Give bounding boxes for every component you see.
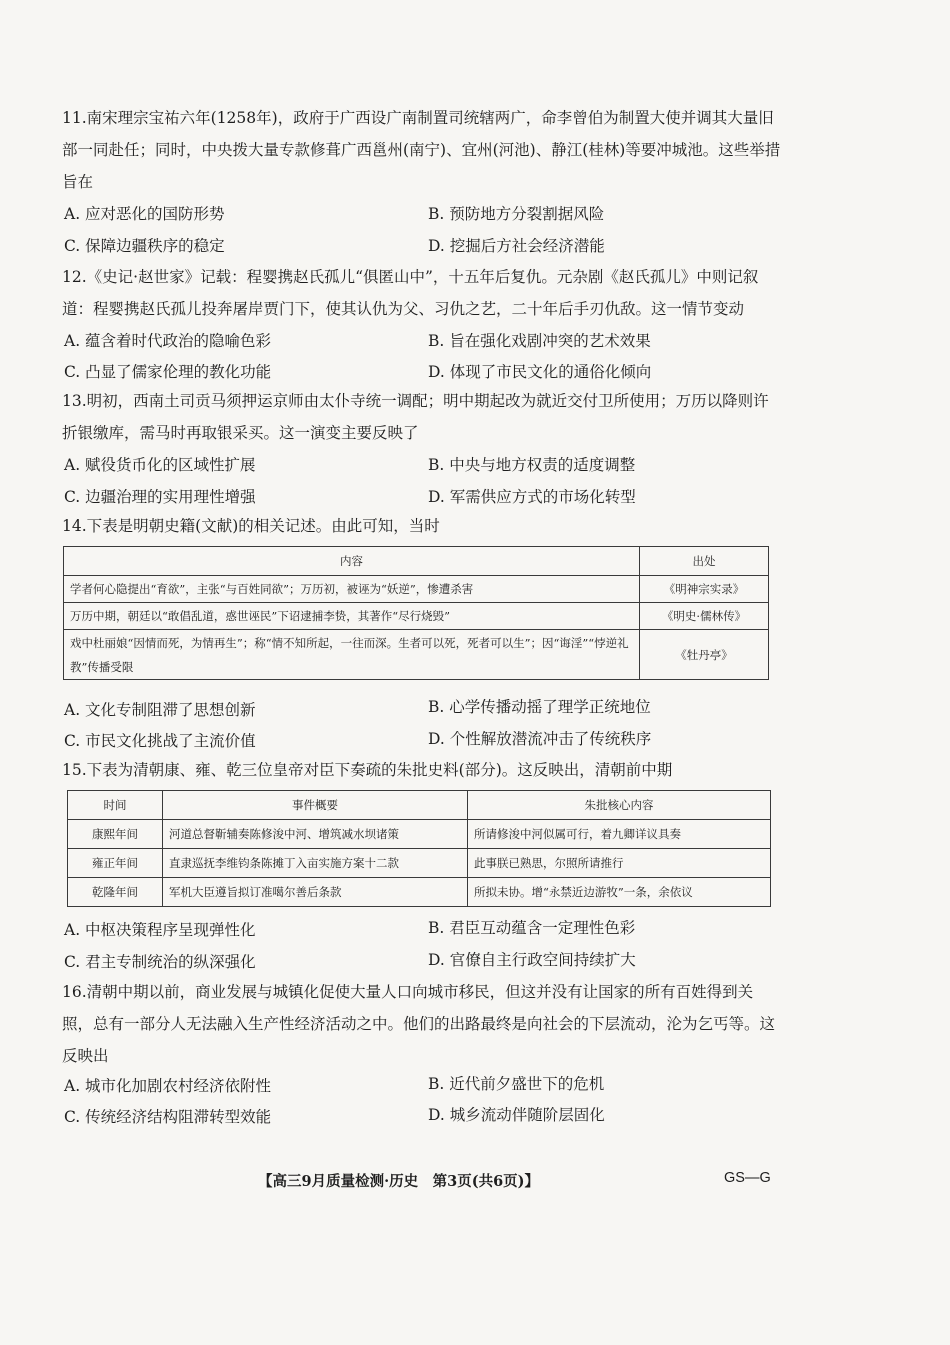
table-cell: 此事朕已熟思，尔照所请推行 (468, 849, 771, 878)
question-14-option-c: C. 市民文化挑战了主流价值 (64, 732, 256, 750)
question-13-option-b: B. 中央与地方权责的适度调整 (428, 456, 636, 474)
question-11-option-c: C. 保障边疆秩序的稳定 (64, 237, 225, 255)
table-cell: 所拟未协。增“永禁近边游牧”一条，余依议 (468, 878, 771, 907)
table-cell: 直隶巡抚李维钧条陈摊丁入亩实施方案十二款 (163, 849, 468, 878)
table-cell: 河道总督靳辅奏陈修浚中河、增筑减水坝诸策 (163, 820, 468, 849)
table-cell: 戏中杜丽娘“因情而死，为情再生”；称“情不知所起，一往而深。生者可以死，死者可以生”；因“诲淫”“悖逆礼教”传播受限 (64, 630, 640, 680)
question-14-option-b: B. 心学传播动摇了理学正统地位 (428, 698, 651, 716)
question-12-stem: 12.《史记·赵世家》记载：程婴携赵氏孤儿“俱匿山中”，十五年后复仇。元杂剧《赵氏孤儿》中则记叙道：程婴携赵氏孤儿投奔屠岸贾门下，使其认仇为父、习仇之艺，二十年后手刃仇敌。这一情节变动 (62, 268, 759, 318)
table-row (64, 576, 769, 603)
question-12-option-d: D. 体现了市民文化的通俗化倾向 (428, 363, 652, 381)
table-row (64, 603, 769, 630)
table-cell: 乾隆年间 (68, 878, 163, 907)
question-15-stem: 15.下表为清朝康、雍、乾三位皇帝对臣下奏疏的朱批史料(部分)。这反映出，清朝前中期 (62, 761, 673, 779)
question-14-stem: 14.下表是明朝史籍(文献)的相关记述。由此可知，当时 (62, 517, 440, 535)
question-16-option-a: A. 城市化加剧农村经济依附性 (64, 1077, 272, 1095)
table-cell: 万历中期，朝廷以“敢倡乱道，惑世诬民”下诏逮捕李贽，其著作“尽行烧毁” (64, 603, 640, 630)
table-header: 事件概要 (163, 791, 468, 820)
table-cell: 康熙年间 (68, 820, 163, 849)
question-16-option-d: D. 城乡流动伴随阶层固化 (428, 1106, 605, 1124)
question-14-table (63, 546, 769, 680)
table-header: 时间 (68, 791, 163, 820)
question-14-option-d: D. 个性解放潜流冲击了传统秩序 (428, 730, 652, 748)
table-cell: 学者何心隐提出“育欲”，主张“与百姓同欲”；万历初，被诬为“妖逆”，惨遭杀害 (64, 576, 640, 603)
question-15-option-c: C. 君主专制统治的纵深强化 (64, 953, 256, 971)
question-16-option-b: B. 近代前夕盛世下的危机 (428, 1075, 605, 1093)
table-header: 出处 (640, 547, 769, 576)
table-cell: 所请修浚中河似属可行，着九卿详议具奏 (468, 820, 771, 849)
question-13-option-c: C. 边疆治理的实用理性增强 (64, 488, 256, 506)
table-row (68, 820, 771, 849)
question-15-option-b: B. 君臣互动蕴含一定理性色彩 (428, 919, 636, 937)
question-14-option-a: A. 文化专制阻滞了思想创新 (64, 701, 256, 719)
question-15-option-d: D. 官僚自主行政空间持续扩大 (428, 951, 636, 969)
question-11-option-a: A. 应对恶化的国防形势 (64, 205, 225, 223)
exam-code: GS—G (724, 1170, 771, 1186)
table-cell: 雍正年间 (68, 849, 163, 878)
table-row (68, 849, 771, 878)
table-header: 朱批核心内容 (468, 791, 771, 820)
question-15-table (67, 790, 771, 907)
question-11-stem: 11.南宋理宗宝祐六年(1258年)，政府于广西设广南制置司统辖两广，命李曾伯为制置大使并调其大量旧部一同赴任；同时，中央拨大量专款修葺广西邕州(南宁)、宜州(河池)、静江(桂林)等要冲城池。这些举措旨在 (62, 109, 781, 191)
table-row (68, 878, 771, 907)
question-13-option-a: A. 赋役货币化的区域性扩展 (64, 456, 256, 474)
page-footer: 【高三9月质量检测·历史 第3页(共6页)】 (258, 1173, 540, 1190)
question-12-option-b: B. 旨在强化戏剧冲突的艺术效果 (428, 332, 651, 350)
table-cell: 《明神宗实录》 (640, 576, 769, 603)
question-13-option-d: D. 军需供应方式的市场化转型 (428, 488, 636, 506)
table-row (64, 630, 769, 680)
question-13-stem: 13.明初，西南土司贡马须押运京师由太仆寺统一调配；明中期起改为就近交付卫所使用；万历以降则许折银缴库，需马时再取银采买。这一演变主要反映了 (62, 392, 769, 442)
table-header: 内容 (64, 547, 640, 576)
question-11-option-b: B. 预防地方分裂割据风险 (428, 205, 605, 223)
table-cell: 军机大臣遵旨拟订准噶尔善后条款 (163, 878, 468, 907)
table-cell: 《明史·儒林传》 (640, 603, 769, 630)
question-16-stem: 16.清朝中期以前，商业发展与城镇化促使大量人口向城市移民，但这并没有让国家的所有百姓得到关照，总有一部分人无法融入生产性经济活动之中。他们的出路最终是向社会的下层流动，沦为乞丐等。这反映出 (62, 983, 776, 1065)
question-11-option-d: D. 挖掘后方社会经济潜能 (428, 237, 605, 255)
question-15-option-a: A. 中枢决策程序呈现弹性化 (64, 921, 256, 939)
question-12-option-a: A. 蕴含着时代政治的隐喻色彩 (64, 332, 272, 350)
question-16-option-c: C. 传统经济结构阻滞转型效能 (64, 1108, 272, 1126)
table-cell: 《牡丹亭》 (640, 630, 769, 680)
question-12-option-c: C. 凸显了儒家伦理的教化功能 (64, 363, 272, 381)
